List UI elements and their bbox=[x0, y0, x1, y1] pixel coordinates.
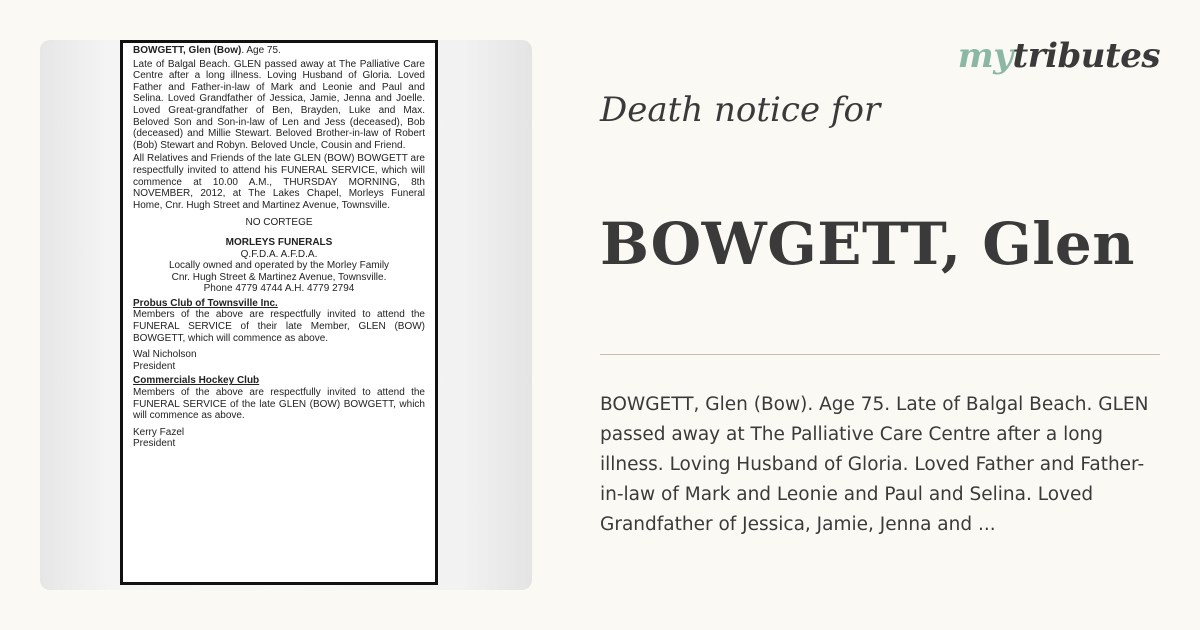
clipping-para-2: All Relatives and Friends of the late GLEN (BOW) BOWGETT are respectfully invited to attend his FUNERAL SERVICE, which will commence at 10.00 A.M., THURSDAY MORNING, 8th NOVEMBER, 2012, at The Lakes Chapel, Morleys Funeral Home, Cnr. Hugh Street and Martinez Avenue, Townsville. bbox=[133, 153, 425, 211]
deceased-name: BOWGETT, Glen bbox=[600, 210, 1135, 278]
mytributes-logo[interactable] bbox=[958, 36, 1160, 76]
clipping-para-1: Late of Balgal Beach. GLEN passed away at The Palliative Care Centre after a long illness. Loving Husband of Gloria. Loved Father and Father-in-law of Mark and Leonie and Paul and Selina. Loved Grandfather of Jessica, Jamie, Jenna and Joelle. Loved Great-grandfather of Ben, Brayden, Luke and Max. Beloved Son and Son-in-law of Len and Jess (deceased), Bob (deceased) and Millie Stewart. Beloved Brother-in-law of Robert (Bob) Stewart and Robyn. Beloved Uncle, Cousin and Friend. bbox=[133, 58, 425, 151]
clipping-owned: Locally owned and operated by the Morley Family bbox=[168, 260, 390, 272]
clipping-club-2-sign-name: Kerry Fazel bbox=[133, 426, 185, 438]
clipping-qualifications: Q.F.D.A. A.F.D.A. bbox=[240, 248, 318, 260]
clipping-funeral-home: MORLEYS FUNERALS bbox=[225, 236, 333, 248]
notice-excerpt: BOWGETT, Glen (Bow). Age 75. Late of Balgal Beach. GLEN passed away at The Palliative Care Centre after a long illness. Loving Husband of Gloria. Loved Father and Father-in-law of Mark and Leonie and Paul and Selina. Loved Grandfather of Jessica, Jamie, Jenna and ... bbox=[600, 394, 1149, 535]
logo-tributes: tributes bbox=[1012, 36, 1160, 76]
clipping-no-cortege: NO CORTEGE bbox=[245, 217, 313, 229]
notice-image-panel bbox=[40, 40, 532, 590]
clipping-address: Cnr. Hugh Street & Martinez Avenue, Townsville. bbox=[171, 271, 387, 283]
newspaper-clipping bbox=[120, 40, 438, 585]
clipping-club-2: Commercials Hockey Club bbox=[133, 375, 260, 387]
clipping-phone: Phone 4779 4744 A.H. 4779 2794 bbox=[203, 283, 355, 295]
logo-my: my bbox=[957, 36, 1013, 76]
clipping-club-2-text: Members of the above are respectfully invited to attend the FUNERAL SERVICE of the late GLEN (BOW) BOWGETT, which will commence as above. bbox=[133, 387, 425, 422]
clipping-club-2-sign-role: President bbox=[133, 438, 176, 450]
page-heading: Death notice for bbox=[600, 90, 881, 130]
clipping-title bbox=[133, 45, 425, 57]
clipping-title-age: . Age 75. bbox=[241, 45, 281, 56]
clipping-title-name: BOWGETT, Glen (Bow) bbox=[133, 45, 242, 56]
clipping-club-1-text: Members of the above are respectfully invited to attend the FUNERAL SERVICE of their late Member, GLEN (BOW) BOWGETT, which will commence as above. bbox=[133, 309, 425, 344]
clipping-club-1-sign-role: President bbox=[133, 360, 176, 372]
divider bbox=[600, 354, 1160, 355]
clipping-club-1-sign-name: Wal Nicholson bbox=[133, 349, 197, 361]
clipping-club-1: Probus Club of Townsville Inc. bbox=[133, 297, 278, 309]
